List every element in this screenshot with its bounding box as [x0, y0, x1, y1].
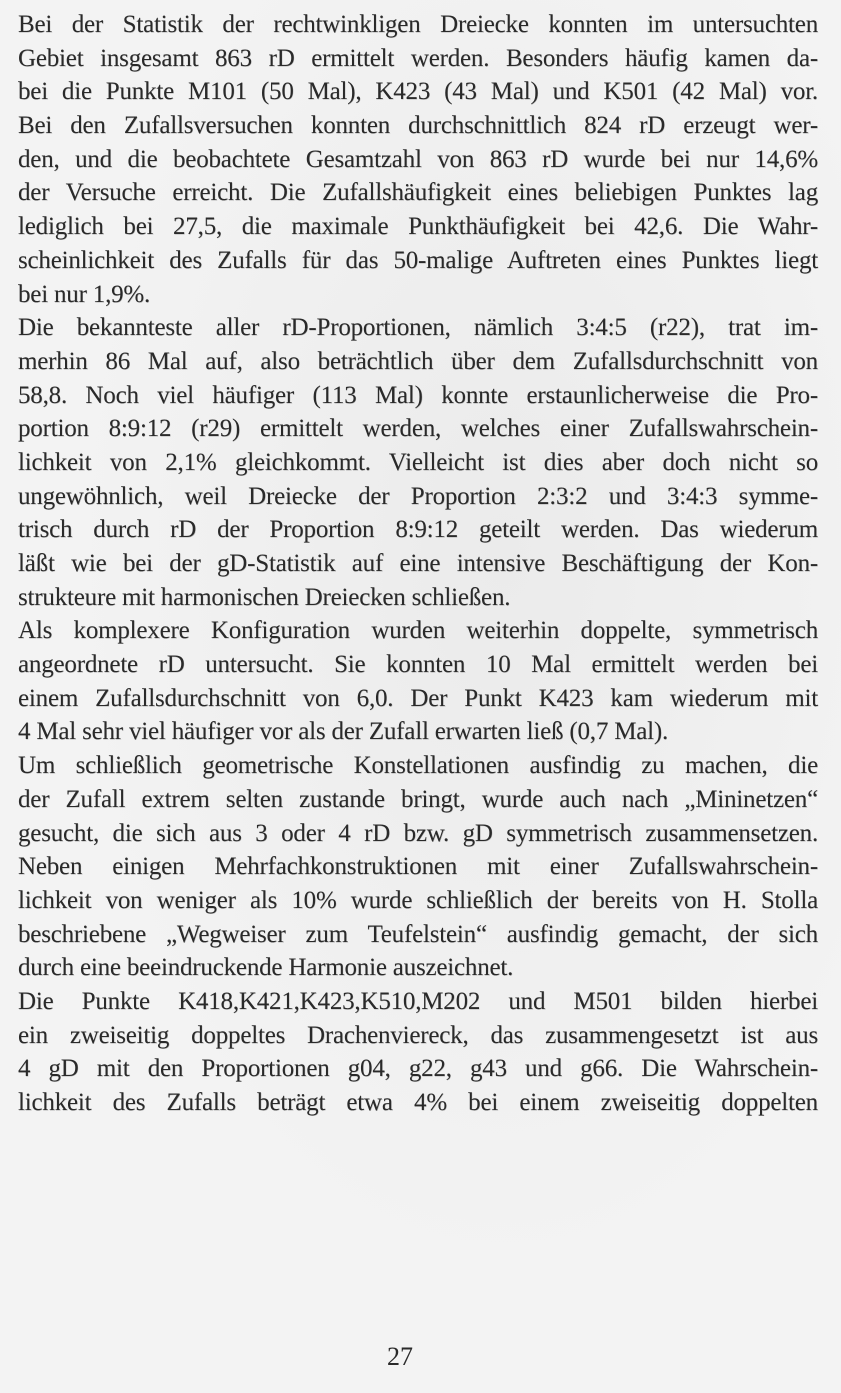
text-line: Gebiet insgesamt 863 rD ermittelt werden. Besonders häufig kamen da- [18, 44, 818, 72]
text-line: lichkeit von weniger als 10% wurde schließlich der bereits von H. Stolla [18, 886, 818, 914]
text-line: Bei der Statistik der rechtwinkligen Dreiecke konnten im untersuchten [18, 11, 818, 38]
text-line: läßt wie bei der gD-Statistik auf eine intensive Beschäftigung der Kon- [18, 550, 818, 577]
text-line: einem Zufallsdurchschnitt von 6,0. Der Punkt K423 kam wiederum mit [18, 684, 818, 712]
page-number: 27 [387, 1342, 413, 1371]
text-line: der Versuche erreicht. Die Zufallshäufigkeit eines beliebigen Punktes lag [18, 179, 818, 207]
text-line: scheinlichkeit des Zufalls für das 50-malige Auftreten eines Punktes liegt [18, 246, 818, 274]
text-line: merhin 86 Mal auf, also beträchtlich über dem Zufallsdurchschnitt von [18, 347, 818, 375]
text-line: der Zufall extrem selten zustande bringt, wurde auch nach „Mininetzen“ [18, 785, 818, 813]
text-line: lediglich bei 27,5, die maximale Punkthäufigkeit bei 42,6. Die Wahr- [18, 213, 818, 241]
text-line: Die Punkte K418,K421,K423,K510,M202 und M501 bilden hierbei [18, 987, 818, 1015]
text-line: 4 gD mit den Proportionen g04, g22, g43 und g66. Die Wahrschein- [18, 1055, 818, 1083]
text-line: 58,8. Noch viel häufiger (113 Mal) konnte erstaunlicherweise die Pro- [18, 381, 818, 409]
text-line: lichkeit von 2,1% gleichkommt. Vielleicht ist dies aber doch nicht so [18, 448, 818, 476]
text-line: trisch durch rD der Proportion 8:9:12 geteilt werden. Das wiederum [18, 516, 818, 544]
text-line: Bei den Zufallsversuchen konnten durchschnittlich 824 rD erzeugt wer- [18, 112, 818, 140]
text-line: beschriebene „Wegweiser zum Teufelstein“ ausfindig gemacht, der sich [18, 920, 818, 948]
text-line: strukteure mit harmonischen Dreiecken schließen. [18, 583, 511, 611]
text-line: ein zweiseitig doppeltes Drachenviereck, das zusammengesetzt ist aus [18, 1021, 818, 1049]
text-line: Um schließlich geometrische Konstellationen ausfindig zu machen, die [18, 752, 818, 780]
text-line: portion 8:9:12 (r29) ermittelt werden, welches einer Zufallswahrschein- [18, 415, 818, 443]
text-line: Die bekannteste aller rD-Proportionen, nämlich 3:4:5 (r22), trat im- [18, 314, 818, 342]
text-line: ungewöhnlich, weil Dreiecke der Proportion 2:3:2 und 3:4:3 symme- [18, 482, 818, 510]
text-line: lichkeit des Zufalls beträgt etwa 4% bei einem zweiseitig doppelten [18, 1089, 818, 1116]
text-line: Neben einigen Mehrfachkonstruktionen mit einer Zufallswahrschein- [18, 853, 818, 881]
text-line: angeordnete rD untersucht. Sie konnten 10 Mal ermittelt werden bei [18, 651, 818, 679]
text-line: bei nur 1,9%. [18, 280, 151, 308]
text-line: durch eine beeindruckende Harmonie auszeichnet. [18, 954, 514, 982]
text-line: Als komplexere Konfiguration wurden weiterhin doppelte, symmetrisch [18, 617, 818, 645]
text-line: 4 Mal sehr viel häufiger vor als der Zufall erwarten ließ (0,7 Mal). [18, 718, 669, 746]
body-text [18, 8, 818, 1120]
text-line: bei die Punkte M101 (50 Mal), K423 (43 Mal) und K501 (42 Mal) vor. [18, 78, 818, 106]
text-line: gesucht, die sich aus 3 oder 4 rD bzw. gD symmetrisch zusammensetzen. [18, 819, 818, 847]
text-line: den, und die beobachtete Gesamtzahl von 863 rD wurde bei nur 14,6% [18, 145, 818, 173]
